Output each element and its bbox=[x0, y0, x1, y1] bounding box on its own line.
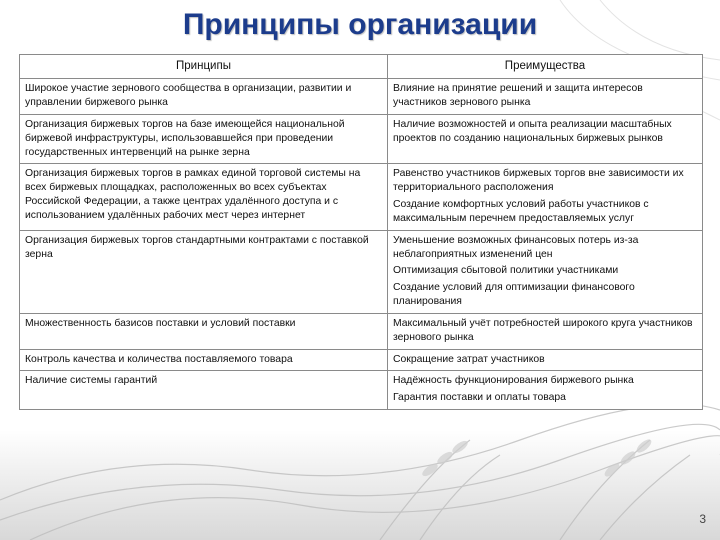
advantage-item: Наличие возможностей и опыта реализации масштабных проектов по созданию национальных биржевых рынков bbox=[393, 118, 672, 144]
table-row bbox=[20, 230, 703, 313]
advantages-cell bbox=[388, 164, 703, 230]
table-row bbox=[20, 114, 703, 163]
principle-cell: Организация биржевых торгов в рамках единой торговой системы на всех биржевых площадках, расположенных во всех субъектах Российской Федерации, а также центрах удалённого доступа и с использованием удалённых рабочих мест через интернет bbox=[20, 164, 388, 230]
advantage-item: Оптимизация сбытовой политики участниками bbox=[393, 265, 619, 277]
principle-cell: Множественность базисов поставки и условий поставки bbox=[20, 313, 388, 349]
principle-cell: Организация биржевых торгов стандартными контрактами с поставкой зерна bbox=[20, 230, 388, 313]
table-row bbox=[20, 349, 703, 371]
table-row bbox=[20, 371, 703, 410]
principle-cell: Наличие системы гарантий bbox=[20, 371, 388, 410]
advantage-item: Создание условий для оптимизации финансового планирования bbox=[393, 282, 635, 308]
advantage-item: Гарантия поставки и оплаты товара bbox=[393, 392, 566, 404]
table-row bbox=[20, 79, 703, 115]
principle-cell: Широкое участие зернового сообщества в организации, развитии и управлении биржевого рынка bbox=[20, 79, 388, 115]
advantage-item: Надёжность функционирования биржевого рынка bbox=[393, 375, 634, 387]
advantage-item: Равенство участников биржевых торгов вне зависимости их территориального расположения bbox=[393, 168, 684, 194]
principles-table bbox=[19, 54, 703, 410]
advantage-item: Уменьшение возможных финансовых потерь из-за неблагоприятных изменений цен bbox=[393, 234, 639, 260]
advantages-cell bbox=[388, 371, 703, 410]
advantage-item: Создание комфортных условий работы участников с максимальным перечнем предоставляемых услуг bbox=[393, 199, 649, 224]
principle-cell: Организация биржевых торгов на базе имеющейся национальной биржевой инфраструктуры, использовавшейся при проведении государственных интервенций на рынке зерна bbox=[20, 114, 388, 163]
advantage-item: Сокращение затрат участников bbox=[393, 353, 545, 365]
advantages-cell bbox=[388, 114, 703, 163]
principle-cell: Контроль качества и количества поставляемого товара bbox=[20, 349, 388, 371]
column-header-advantages: Преимущества bbox=[388, 55, 703, 79]
advantages-cell bbox=[388, 230, 703, 313]
advantages-cell bbox=[388, 313, 703, 349]
advantage-item: Максимальный учёт потребностей широкого круга участников зернового рынка bbox=[393, 317, 693, 343]
table-row bbox=[20, 164, 703, 230]
table-header-row bbox=[20, 55, 703, 79]
advantages-cell bbox=[388, 349, 703, 371]
principles-table-container bbox=[19, 54, 702, 410]
page-title: Принципы организации bbox=[182, 8, 538, 41]
table-row bbox=[20, 313, 703, 349]
column-header-principles: Принципы bbox=[20, 55, 388, 79]
advantages-cell bbox=[388, 79, 703, 115]
advantage-item: Влияние на принятие решений и защита интересов участников зернового рынка bbox=[393, 83, 643, 109]
page-number: 3 bbox=[699, 512, 706, 526]
